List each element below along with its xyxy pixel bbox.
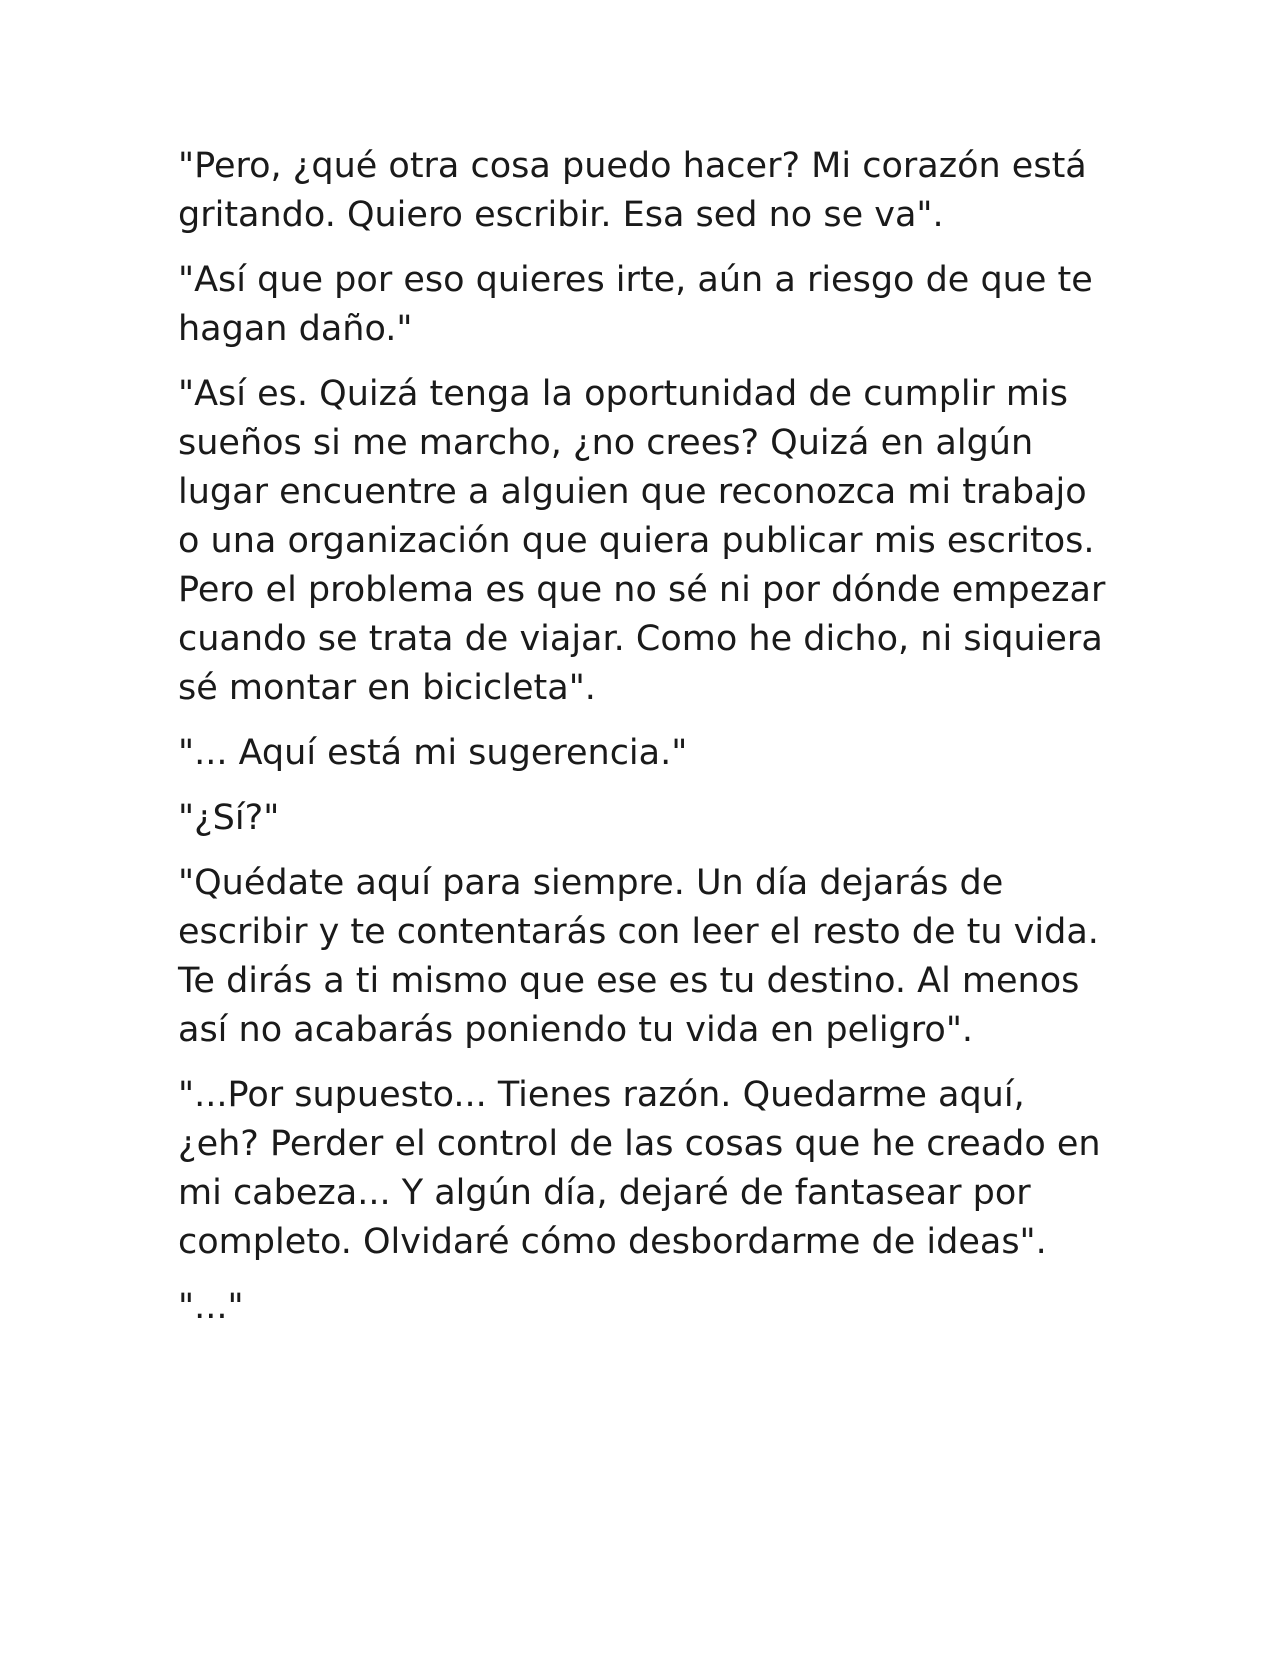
paragraph: "Quédate aquí para siempre. Un día dejarás de escribir y te contentarás con leer el resto de tu vida. Te dirás a ti mismo que ese es tu destino. Al menos así no acabarás poniendo tu vida en peligro".: [178, 863, 1099, 1050]
paragraph: "Así que por eso quieres irte, aún a riesgo de que te hagan daño.": [178, 260, 1093, 349]
paragraph: "... Aquí está mi sugerencia.": [178, 733, 688, 773]
paragraph: "¿Sí?": [178, 798, 280, 838]
paragraph: "Así es. Quizá tenga la oportunidad de cumplir mis sueños si me marcho, ¿no crees? Quizá en algún lugar encuentre a alguien que reconozca mi trabajo o una organización que quiera publicar mis escritos. Pero el problema es que no sé ni por dónde empezar cuando se trata de viajar. Como he dicho, ni siquiera sé montar en bicicleta".: [178, 374, 1106, 708]
paragraph: "...": [178, 1287, 244, 1327]
paragraph: "...Por supuesto... Tienes razón. Quedarme aquí, ¿eh? Perder el control de las cosas que he creado en mi cabeza... Y algún día, dejaré de fantasear por completo. Olvidaré cómo desbordarme de ideas".: [178, 1075, 1101, 1262]
paragraph: "Pero, ¿qué otra cosa puedo hacer? Mi corazón está gritando. Quiero escribir. Esa sed no se va".: [178, 146, 1087, 235]
text-body: [178, 142, 1108, 1348]
